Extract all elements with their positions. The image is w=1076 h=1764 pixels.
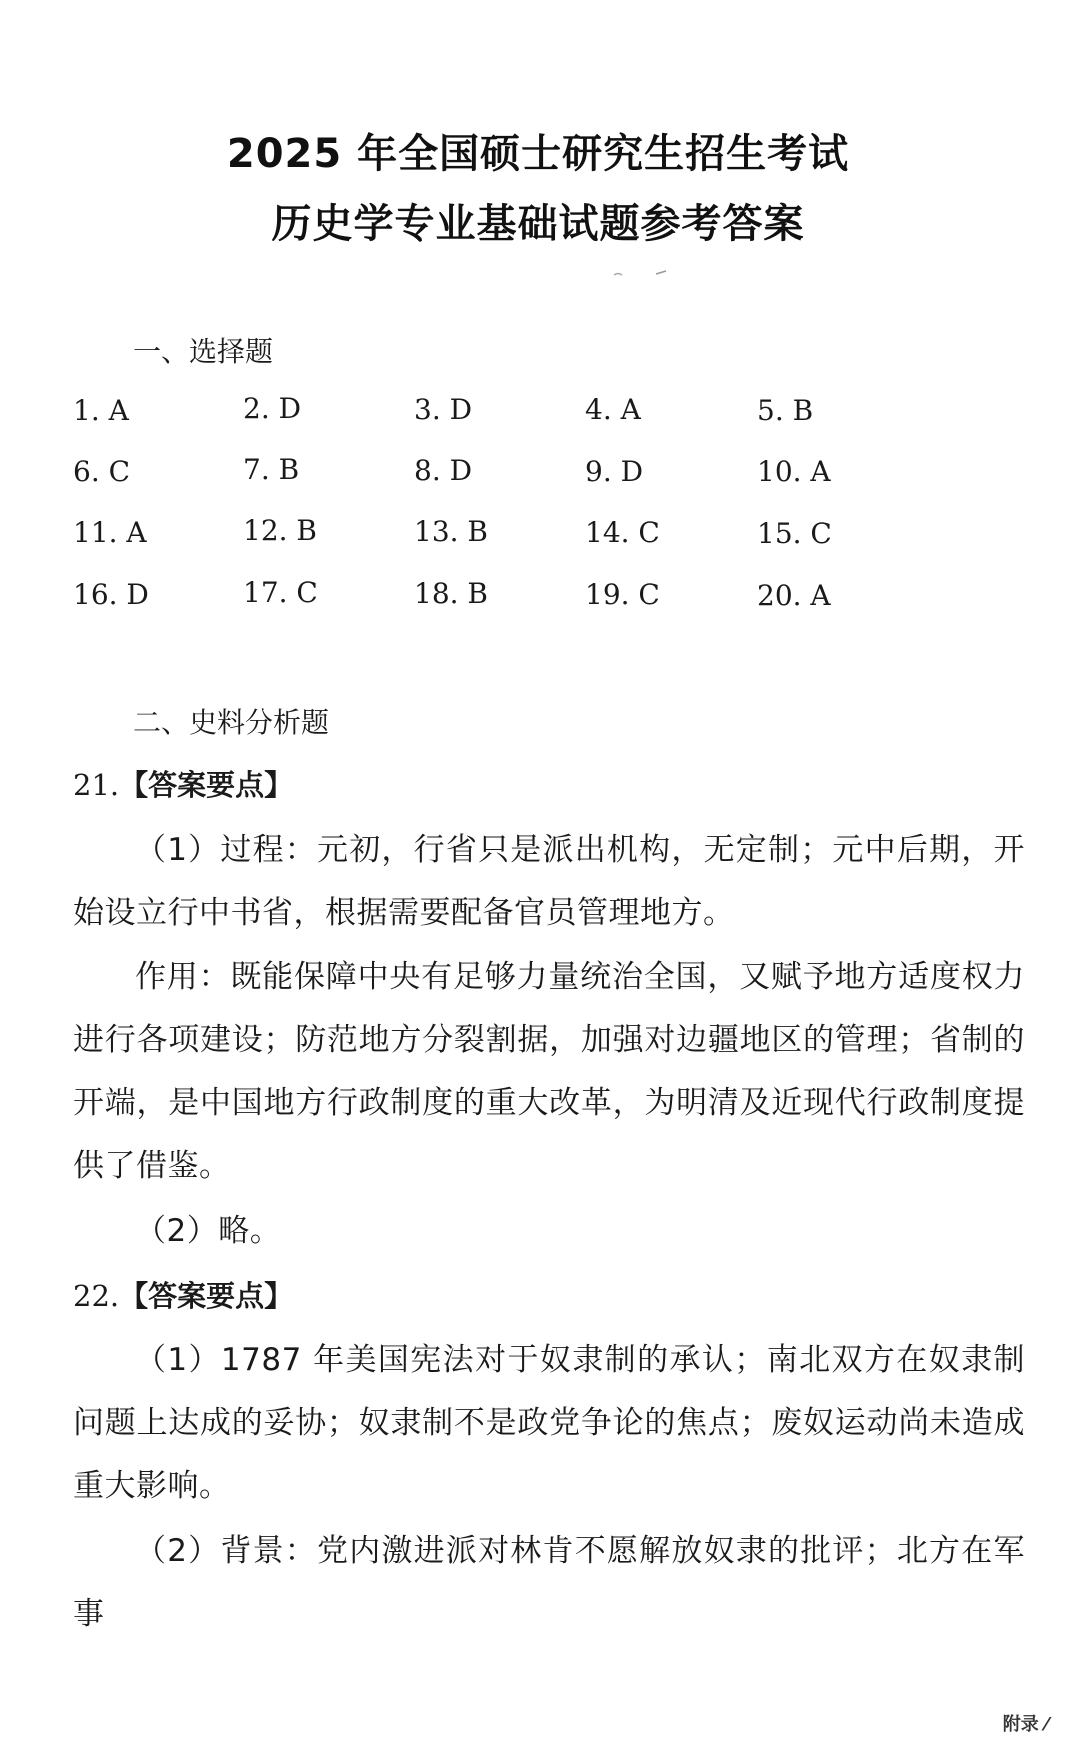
mc-answer: 7. B <box>243 453 300 486</box>
page-title-line1: 2025 年全国硕士研究生招生考试 <box>226 131 850 177</box>
mc-answer: 12. B <box>243 514 318 547</box>
question-number: 22. <box>73 1279 120 1313</box>
mc-answer: 5. B <box>757 394 814 427</box>
mc-answer: 9. D <box>585 455 644 488</box>
mc-answer: 16. D <box>73 578 149 611</box>
question-21-part2: （2）略。 <box>135 1213 282 1249</box>
mc-answer: 15. C <box>757 517 832 550</box>
question-number: 21. <box>73 768 120 802</box>
question-22-part1: （1）1787 年美国宪法对于奴隶制的承认；南北双方在奴隶制问题上达成的妥协；奴隶制不是政党争论的焦点；废奴运动尚未造成重大影响。 <box>73 1342 1025 1504</box>
mc-answer: 20. A <box>757 579 831 612</box>
mc-answer: 10. A <box>757 455 831 488</box>
mc-answer: 4. A <box>585 393 641 426</box>
question-21-effect: 作用：既能保障中央有足够力量统治全国，又赋予地方适度权力进行各项建设；防范地方分裂割据，加强对边疆地区的管理；省制的开端，是中国地方行政制度的重大改革，为明清及近现代行政制度提供了借鉴。 <box>73 959 1025 1184</box>
answer-key-tag: 【答案要点】 <box>119 1279 294 1313</box>
mc-answer: 11. A <box>73 516 147 549</box>
section-heading-source-analysis: 二、史料分析题 <box>133 706 330 739</box>
mc-answer: 8. D <box>414 454 473 487</box>
mc-answer: 17. C <box>243 576 318 609</box>
question-21-header <box>73 763 293 804</box>
mc-answer: 18. B <box>414 577 489 610</box>
answer-key-tag: 【答案要点】 <box>119 768 294 802</box>
mc-answer: 14. C <box>585 516 660 549</box>
question-22-part2: （2）背景：党内激进派对林肯不愿解放奴隶的批评；北方在军事 <box>73 1533 1025 1632</box>
mc-answer: 1. A <box>73 394 129 427</box>
section-heading-multiple-choice: 一、选择题 <box>133 335 274 368</box>
mc-answer: 2. D <box>243 392 302 425</box>
question-22-header <box>73 1274 293 1315</box>
page-title-line2: 历史学专业基础试题参考答案 <box>271 201 805 247</box>
footer-appendix-label: 附录 ⁄ <box>1002 1714 1048 1735</box>
scan-marks <box>610 266 690 280</box>
mc-answer: 13. B <box>414 515 489 548</box>
question-21-part1: （1）过程：元初，行省只是派出机构，无定制；元中后期，开始设立行中书省，根据需要配备官员管理地方。 <box>73 832 1025 931</box>
mc-answer: 3. D <box>414 393 473 426</box>
mc-answer: 19. C <box>585 578 660 611</box>
mc-answer: 6. C <box>73 455 131 488</box>
